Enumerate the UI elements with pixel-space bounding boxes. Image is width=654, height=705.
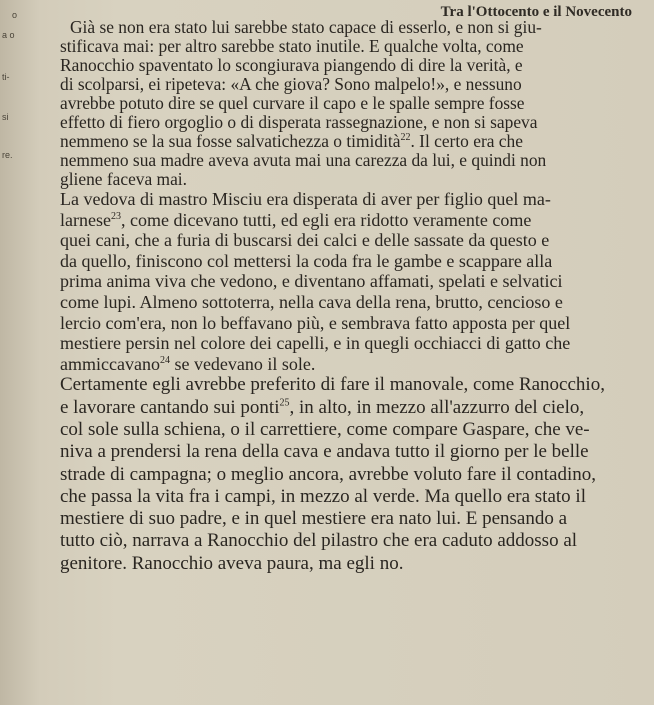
line-text: niva a prendersi la rena della cava e andava tutto il giorno per le belle: [60, 441, 589, 463]
line-text: tutto ciò, narrava a Ranocchio del pilastro che era caduto addosso al: [60, 530, 578, 552]
line-text: quei cani, che a furia di buscarsi dei calci e delle sassate da questo e: [60, 230, 550, 251]
line-text: mestiere di suo padre, e in quel mestiere era nato lui. E pensando a: [60, 508, 568, 530]
line-text: nemmeno sua madre aveva avuta mai una carezza da lui, e quindi non: [60, 150, 547, 170]
text-line: [60, 56, 644, 75]
footnote-marker: 23: [110, 210, 121, 222]
text-line: [60, 508, 644, 530]
line-text-continued: se vedevano il sole.: [169, 353, 316, 374]
margin-fragment: a o: [2, 30, 15, 40]
text-line: [60, 94, 644, 113]
footnote-marker: 24: [159, 354, 170, 366]
line-text: genitore. Ranocchio aveva paura, ma egli no.: [60, 552, 404, 574]
line-text-continued: . Il certo era che: [410, 131, 523, 151]
text-line: [60, 397, 644, 419]
text-line: [60, 464, 644, 486]
line-text: prima anima viva che vedono, e diventano affamati, spelati e selvatici: [60, 271, 563, 292]
text-line: [60, 189, 644, 210]
text-line: [60, 132, 644, 151]
text-line: [60, 313, 644, 334]
text-line: [60, 333, 644, 354]
paragraph: [60, 18, 644, 189]
text-line: [60, 37, 644, 56]
line-text: lercio com'era, non lo beffavano più, e sembrava fatto apposta per quel: [60, 312, 571, 333]
text-line: [60, 354, 644, 375]
line-text-continued: , come dicevano tutti, ed egli era ridotto veramente come: [120, 209, 532, 230]
text-line: [60, 151, 644, 170]
line-text: effetto di fiero orgoglio o di disperata rassegnazione, e non si sapeva: [60, 112, 538, 132]
text-line: [60, 271, 644, 292]
line-text: e lavorare cantando sui ponti: [60, 396, 280, 418]
line-text: Ranocchio spaventato lo scongiurava piangendo di dire la verità, e: [60, 55, 523, 75]
margin-fragment: re.: [2, 150, 13, 160]
running-header: Tra l'Ottocento e il Novecento: [440, 4, 632, 20]
text-line: [60, 210, 644, 231]
line-text: avrebbe potuto dire se quel curvare il capo e le spalle sempre fosse: [60, 93, 525, 113]
line-text: da quello, finiscono col mettersi la coda fra le gambe e scappare alla: [60, 250, 553, 271]
line-text: nemmeno se la sua fosse salvatichezza o timidità: [60, 131, 401, 151]
text-line: [60, 419, 644, 441]
line-text: come lupi. Almeno sottoterra, nella cava della rena, brutto, cencioso e: [60, 291, 563, 312]
text-line: [60, 113, 644, 132]
text-line: [60, 170, 644, 189]
line-text: che passa la vita fra i campi, in mezzo al verde. Ma quello era stato il: [60, 485, 586, 507]
line-text: larnese: [60, 209, 111, 230]
line-text: col sole sulla schiena, o il carrettiere, come compare Gaspare, che ve-: [60, 418, 590, 440]
line-text: La vedova di mastro Misciu era disperata di aver per figlio quel ma-: [60, 189, 551, 209]
body-text: [60, 18, 644, 575]
line-text: di scolparsi, ei ripeteva: «A che giova? Sono malpelo!», e nessuno: [60, 74, 522, 94]
margin-fragment: o: [12, 10, 18, 20]
line-text: Già se non era stato lui sarebbe stato capace di esserlo, e non si giu-: [70, 17, 542, 37]
footnote-marker: 22: [400, 132, 411, 144]
text-line: [60, 18, 644, 37]
footnote-marker: 25: [279, 397, 290, 409]
text-line: [60, 553, 644, 575]
margin-fragment: si: [2, 112, 9, 122]
text-line: [60, 75, 644, 94]
line-text: ammiccavano: [60, 353, 160, 374]
line-text: Certamente egli avrebbe preferito di fare il manovale, come Ranocchio,: [60, 374, 605, 396]
line-text: gliene faceva mai.: [60, 169, 187, 189]
line-text: mestiere persin nel colore dei capelli, e in quegli occhiacci di gatto che: [60, 333, 571, 354]
paragraph: [60, 374, 644, 575]
text-line: [60, 251, 644, 272]
paragraph: [60, 189, 644, 374]
line-text-continued: , in alto, in mezzo all'azzurro del cielo,: [289, 396, 585, 418]
text-line: [60, 230, 644, 251]
margin-fragment: ti-: [2, 72, 10, 82]
line-text: strade di campagna; o meglio ancora, avrebbe voluto fare il contadino,: [60, 463, 597, 485]
text-line: [60, 486, 644, 508]
text-line: [60, 441, 644, 463]
text-line: [60, 530, 644, 552]
line-text: stificava mai: per altro sarebbe stato inutile. E qualche volta, come: [60, 36, 524, 56]
text-line: [60, 374, 644, 396]
text-line: [60, 292, 644, 313]
